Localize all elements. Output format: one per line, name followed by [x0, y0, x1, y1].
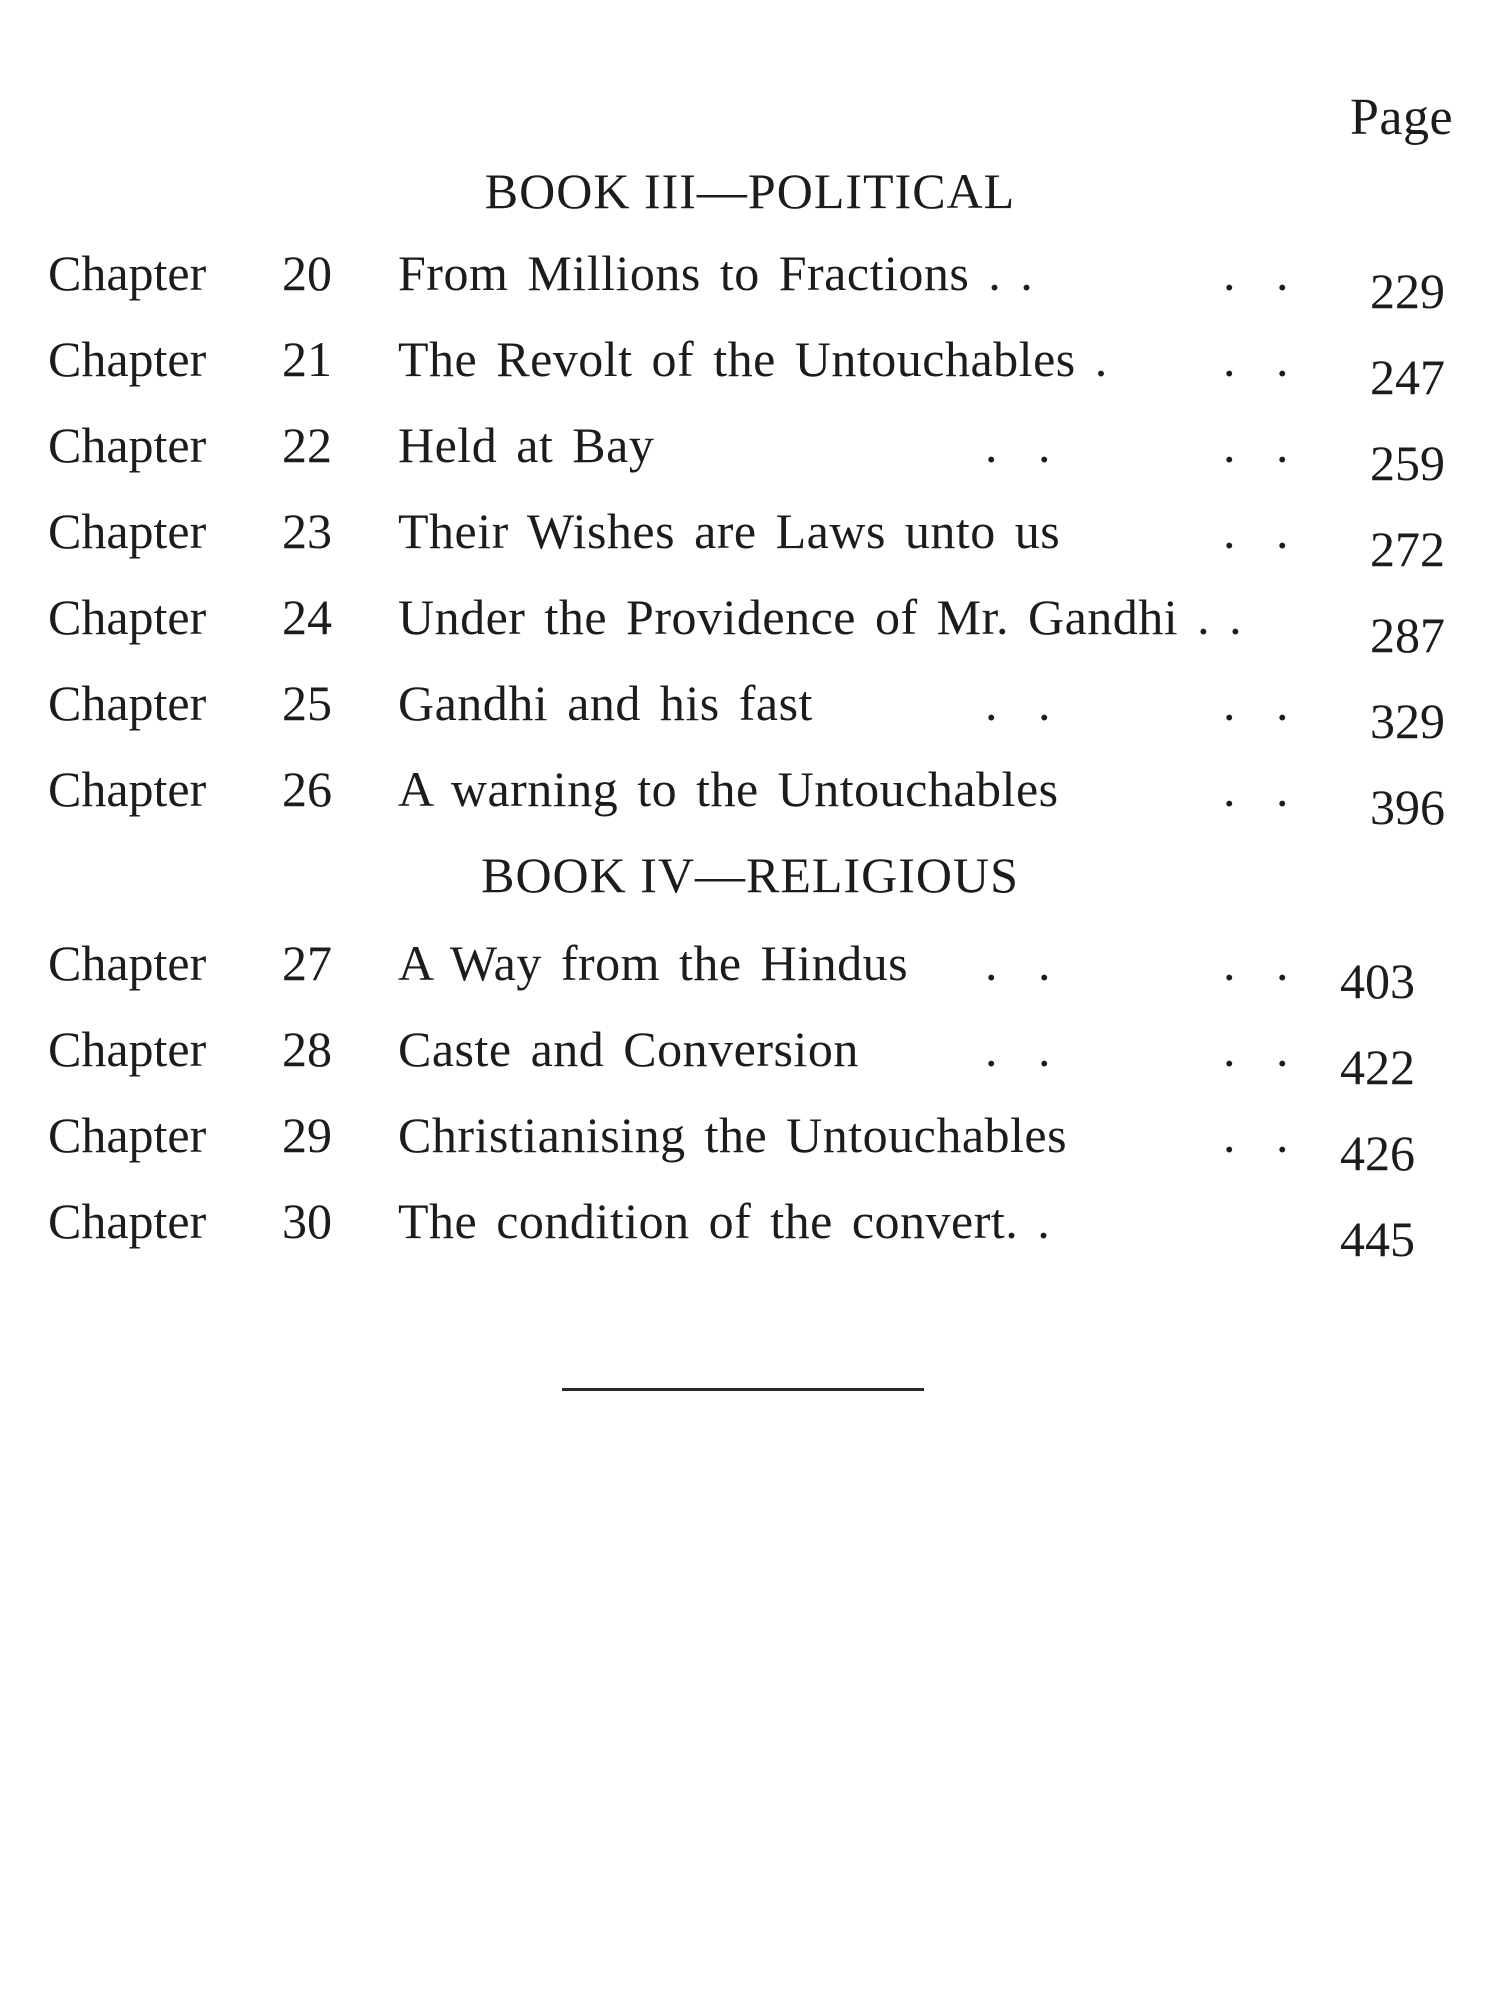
dot-leader: . .: [1223, 417, 1303, 473]
chapter-number: 23: [282, 503, 332, 559]
chapter-number: 30: [282, 1193, 332, 1249]
chapter-page-number: 247: [1370, 349, 1445, 405]
chapter-number: 20: [282, 245, 332, 301]
page-column-heading: Page: [1350, 89, 1454, 146]
dot-leader: . .: [985, 675, 1065, 731]
dot-leader: . .: [1223, 1107, 1303, 1163]
chapter-page-number: 396: [1370, 779, 1445, 835]
dot-leader: . .: [1223, 1021, 1303, 1077]
book-heading-political: BOOK III—POLITICAL: [484, 163, 1016, 219]
toc-row: [0, 244, 1500, 324]
toc-row: [0, 1020, 1500, 1100]
chapter-number: 24: [282, 589, 332, 645]
chapter-title: Caste and Conversion: [398, 1021, 859, 1077]
toc-row: [0, 674, 1500, 754]
toc-row: [0, 934, 1500, 1014]
toc-row: [0, 1106, 1500, 1186]
dot-leader: . .: [985, 935, 1065, 991]
chapter-number: 29: [282, 1107, 332, 1163]
chapter-title: Under the Providence of Mr. Gandhi . .: [398, 589, 1243, 645]
chapter-word: Chapter: [48, 935, 207, 991]
chapter-number: 25: [282, 675, 332, 731]
chapter-word: Chapter: [48, 245, 207, 301]
chapter-word: Chapter: [48, 503, 207, 559]
chapter-number: 22: [282, 417, 332, 473]
chapter-word: Chapter: [48, 417, 207, 473]
chapter-title: The Revolt of the Untouchables .: [398, 331, 1108, 387]
chapter-number: 21: [282, 331, 332, 387]
dot-leader: . .: [1223, 761, 1303, 817]
chapter-number: 27: [282, 935, 332, 991]
chapter-title: Gandhi and his fast: [398, 675, 813, 731]
chapter-title: Held at Bay: [398, 417, 655, 473]
chapter-page-number: 229: [1370, 263, 1445, 319]
chapter-word: Chapter: [48, 1021, 207, 1077]
chapter-word: Chapter: [48, 331, 207, 387]
book-heading-religious: BOOK IV—RELIGIOUS: [481, 847, 1019, 903]
dot-leader: . .: [985, 417, 1065, 473]
toc-row: [0, 502, 1500, 582]
chapter-page-number: 259: [1370, 435, 1445, 491]
chapter-word: Chapter: [48, 1107, 207, 1163]
chapter-number: 26: [282, 761, 332, 817]
dot-leader: . .: [985, 1021, 1065, 1077]
chapter-title: A warning to the Untouchables: [398, 761, 1059, 817]
dot-leader: . .: [1223, 935, 1303, 991]
chapter-page-number: 272: [1370, 521, 1445, 577]
toc-row: [0, 588, 1500, 668]
chapter-title: Their Wishes are Laws unto us: [398, 503, 1061, 559]
chapter-page-number: 426: [1340, 1125, 1415, 1181]
end-rule: [562, 1388, 924, 1391]
dot-leader: . .: [1223, 245, 1303, 301]
chapter-word: Chapter: [48, 675, 207, 731]
chapter-page-number: 287: [1370, 607, 1445, 663]
chapter-title: From Millions to Fractions . .: [398, 245, 1034, 301]
chapter-page-number: 422: [1340, 1039, 1415, 1095]
toc-row: [0, 1192, 1500, 1272]
dot-leader: . .: [1223, 675, 1303, 731]
toc-row: [0, 330, 1500, 410]
chapter-page-number: 445: [1340, 1211, 1415, 1267]
dot-leader: . .: [1223, 503, 1303, 559]
chapter-page-number: 403: [1340, 953, 1415, 1009]
chapter-title: Christianising the Untouchables: [398, 1107, 1068, 1163]
chapter-word: Chapter: [48, 761, 207, 817]
toc-row: [0, 760, 1500, 840]
chapter-word: Chapter: [48, 589, 207, 645]
chapter-title: The condition of the convert. .: [398, 1193, 1051, 1249]
toc-row: [0, 416, 1500, 496]
chapter-page-number: 329: [1370, 693, 1445, 749]
chapter-title: A Way from the Hindus: [398, 935, 909, 991]
chapter-word: Chapter: [48, 1193, 207, 1249]
chapter-number: 28: [282, 1021, 332, 1077]
dot-leader: . .: [1223, 331, 1303, 387]
